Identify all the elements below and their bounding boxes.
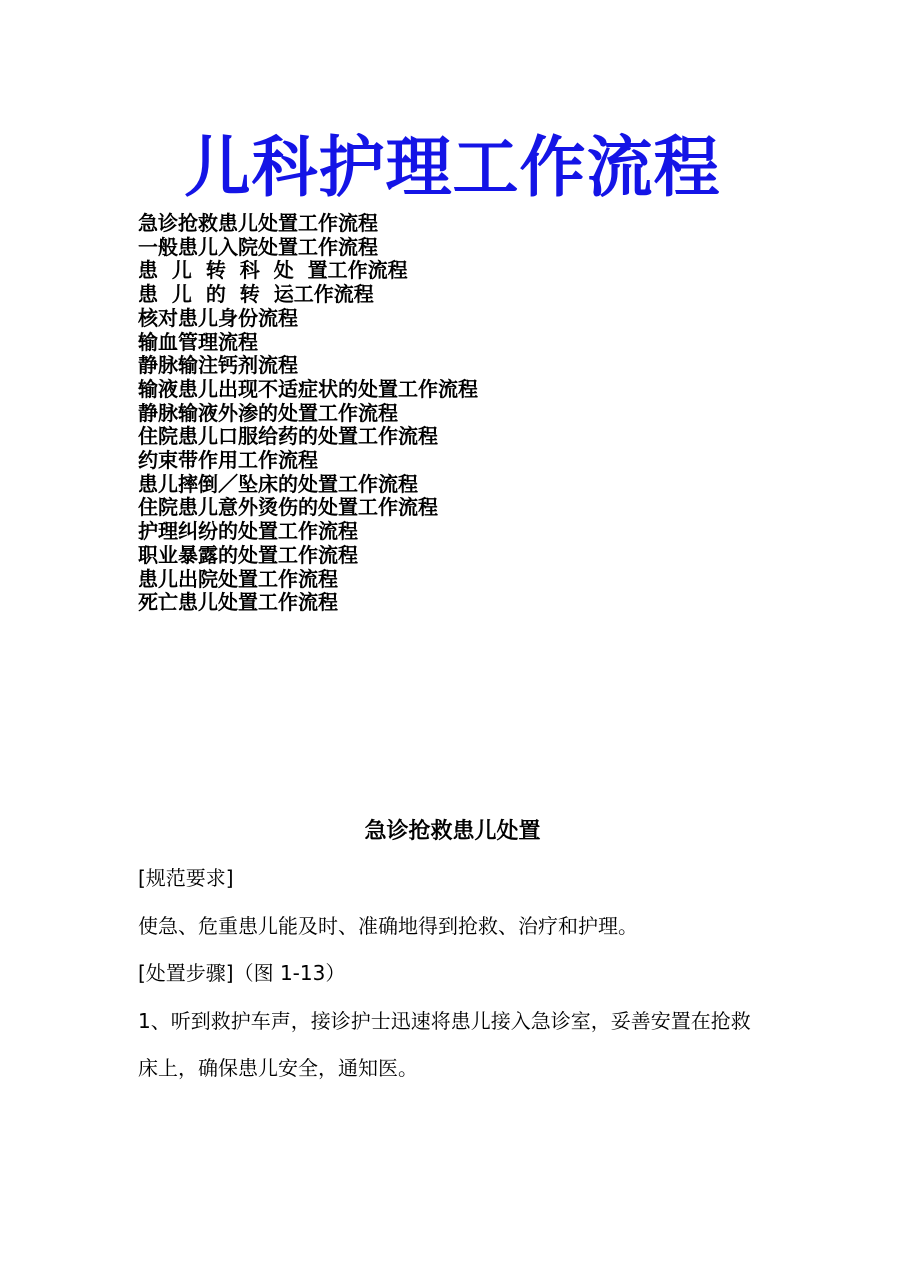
flow-list-item: 急诊抢救患儿处置工作流程 — [138, 211, 378, 235]
flow-list-item: 护理纠纷的处置工作流程 — [138, 519, 358, 544]
flow-list-item: 患 儿 的 转 运工作流程 — [138, 282, 374, 307]
steps-heading: [处置步骤]（图 1-13） — [138, 961, 346, 985]
flow-list-item: 住院患儿口服给药的处置工作流程 — [138, 424, 438, 449]
flow-list-item: 输液患儿出现不适症状的处置工作流程 — [138, 376, 478, 401]
flow-list-item: 核对患儿身份流程 — [138, 305, 298, 330]
flow-list-item: 输血管理流程 — [138, 329, 258, 354]
flow-list — [138, 212, 478, 615]
flow-list-item: 一般患儿入院处置工作流程 — [138, 234, 378, 259]
flow-list-item: 约束带作用工作流程 — [138, 448, 318, 473]
section-title: 急诊抢救患儿处置 — [364, 819, 541, 844]
flow-list-item: 静脉输液外渗的处置工作流程 — [138, 400, 398, 425]
flow-list-item: 患 儿 转 科 处 置工作流程 — [138, 258, 408, 283]
flow-list-item: 死亡患儿处置工作流程 — [138, 590, 338, 615]
spec-heading: [规范要求] — [138, 866, 234, 890]
flow-list-item: 职业暴露的处置工作流程 — [138, 542, 358, 567]
flow-list-item: 静脉输注钙剂流程 — [138, 353, 298, 378]
step-1-line-2: 床上，确保患儿安全，通知医。 — [138, 1056, 418, 1080]
spec-text: 使急、危重患儿能及时、准确地得到抢救、治疗和护理。 — [138, 914, 638, 938]
flow-list-item: 住院患儿意外烫伤的处置工作流程 — [138, 495, 438, 520]
flow-list-item: 患儿出院处置工作流程 — [138, 566, 338, 591]
step-1-line-1: 1、听到救护车声，接诊护士迅速将患儿接入急诊室，妥善安置在抢救 — [138, 1009, 751, 1033]
flow-list-item: 患儿摔倒／坠床的处置工作流程 — [138, 471, 418, 496]
document-title: 儿科护理工作流程 — [184, 129, 721, 206]
